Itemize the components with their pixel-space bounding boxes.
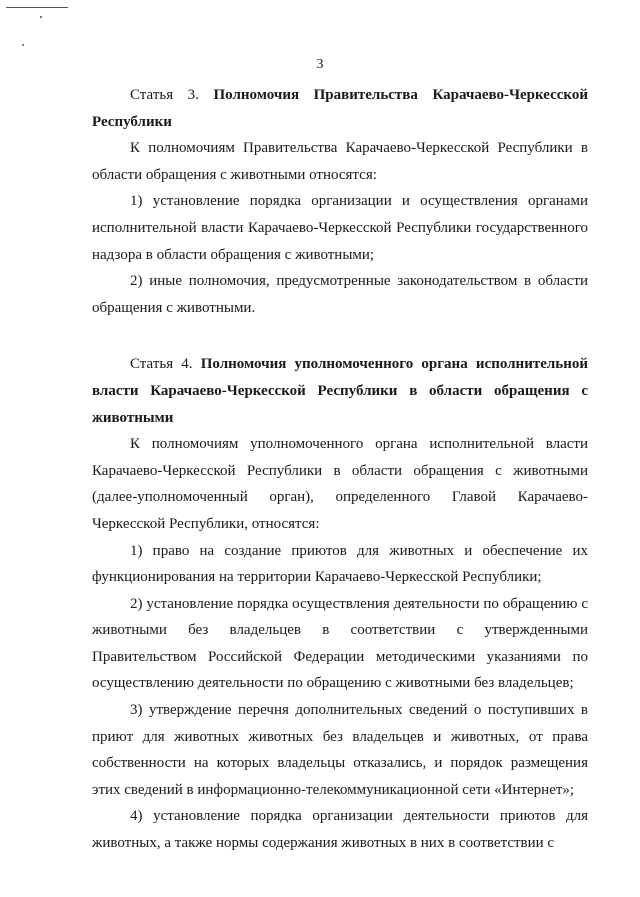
document-body [92, 82, 588, 857]
article-4-paragraph: 2) установление порядка осуществления деятельности по обращению с животными без владельцев в соответствии с утвержденными Правительством Российской Федерации методическими указаниями по осуществлению деятельности по обращению с животными без владельцев; [92, 595, 588, 692]
article-3-paragraph: К полномочиям Правительства Карачаево-Черкесской Республики в области обращения с животными относятся: [92, 140, 588, 183]
article-3-prefix: Статья 3. [130, 87, 214, 103]
article-4-paragraph: К полномочиям уполномоченного органа исполнительной власти Карачаево-Черкесской Республики в области обращения с животными (далее-уполномоченный орган), определенного Главой Карачаево-Черкесской Республики, относятся: [92, 436, 588, 532]
article-3-heading [92, 82, 588, 135]
scan-artifact-dot [22, 44, 24, 46]
scan-artifact-dot [40, 16, 42, 18]
section-gap [92, 321, 588, 351]
article-4-paragraph: 3) утверждение перечня дополнительных сведений о поступивших в приют для животных животных без владельцев и животных, от права собственности на которых владельцы отказались, и порядок размещения этих сведений в информационно-телекоммуникационной сети «Интернет»; [92, 702, 588, 798]
article-4-prefix: Статья 4. [130, 356, 201, 373]
article-3-paragraph: 2) иные полномочия, предусмотренные законодательством в области обращения с животными. [92, 273, 588, 316]
scan-artifact-line [6, 7, 68, 8]
article-3-paragraph: 1) установление порядка организации и осуществления органами исполнительной власти Карачаево-Черкесской Республики государственного надзора в области обращения с животными; [92, 193, 588, 263]
article-4-heading [92, 351, 588, 431]
article-4-title: Полномочия уполномоченного органа исполнительной власти Карачаево-Черкесской Республики в области обращения с животными [92, 356, 588, 426]
article-3-title: Полномочия Правительства Карачаево-Черкесской Республики [92, 87, 588, 130]
article-4-paragraph: 1) право на создание приютов для животных и обеспечение их функционирования на территории Карачаево-Черкесской Республики; [92, 542, 588, 586]
article-4-paragraph: 4) установление порядка организации деятельности приютов для животных, а также нормы содержания животных в них в соответствии с [92, 808, 588, 852]
page-number: 3 [316, 57, 324, 72]
